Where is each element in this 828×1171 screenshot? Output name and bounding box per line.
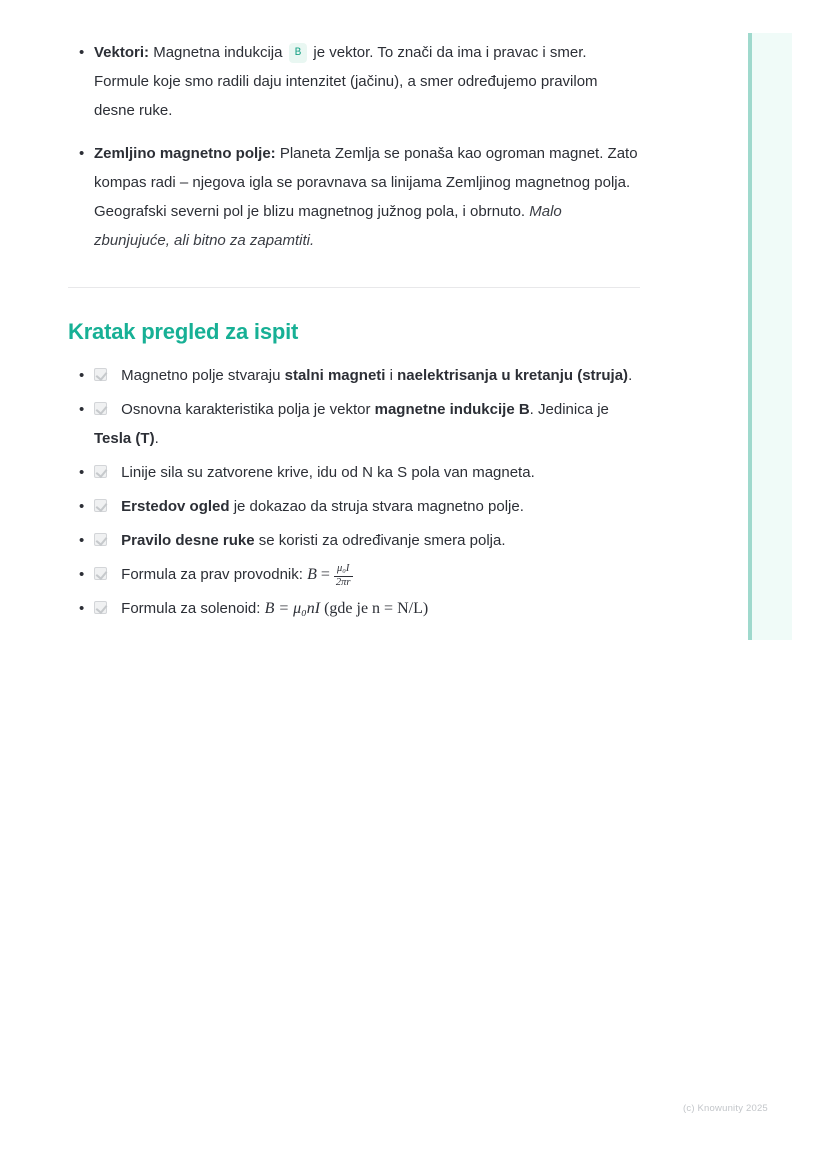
formula-numerator: μ₀I [337,563,350,575]
checklist-item-formula-straight-conductor [68,560,640,589]
task-checkbox[interactable] [94,499,107,512]
checklist-label: Formula za prav provodnik: [121,566,303,583]
list-item-vektori [68,38,640,125]
checklist-item [68,492,640,521]
formula-lhs: B [307,566,317,583]
checklist-text-segment: . [628,367,633,384]
checklist-label: Formula za solenoid: [121,600,261,618]
inline-code-badge: B [289,43,308,63]
task-checkbox[interactable] [94,533,107,546]
footer-copyright: (c) Knowunity 2025 [683,1103,768,1114]
checklist-text-segment: je dokazao da struja stvara magnetno polje. [229,498,524,515]
checklist-item [68,361,640,390]
list-item-zemljino-magnetno-polje [68,139,640,255]
bullet-lead-label: Vektori: [94,44,150,61]
bullet-text: Planeta Zemlja se ponaša kao ogroman magnet. Zato kompas radi – njegova igla se poravnava sa linijama Zemljinog magnetnog polja. Geografski severni pol je blizu magnetnog južnog pola, i obrnuto. [94,145,638,220]
task-checkbox[interactable] [94,601,107,614]
checklist-text-segment: naelektrisanja u kretanju (struja) [397,367,629,384]
checklist-text-segment: Linije sila su zatvorene krive, idu od N ka S pola van magneta. [121,464,535,481]
checklist-text-segment: . Jedinica je [529,401,609,418]
section-divider [68,287,640,288]
formula-relation: = [320,566,330,583]
bullet-italic-note: Malo zbunjujuće, ali bitno za zapamtiti. [94,203,562,249]
checklist-text-segment: stalni magneti [284,367,386,384]
checklist-text-segment: Erstedov ogled [121,498,230,515]
formula-denominator: 2πr [335,576,351,588]
checklist-item [68,395,640,453]
checklist-item [68,458,640,487]
checklist-text-segment: Osnovna karakteristika polja je vektor [121,401,375,418]
checklist-item-formula-solenoid [68,594,640,623]
task-checkbox[interactable] [94,465,107,478]
checklist-text-segment: Tesla (T) [94,430,155,447]
task-checkbox[interactable] [94,368,107,381]
checklist-text-segment: se koristi za određivanje smera polja. [254,532,506,549]
formula-fraction [334,563,353,589]
document-content [68,38,640,628]
task-checkbox[interactable] [94,402,107,415]
checklist-item [68,526,640,555]
exam-summary-checklist [68,361,640,623]
intro-bullet-list [68,38,640,255]
task-checkbox[interactable] [94,567,107,580]
bullet-text-after-code: je vektor. To znači da ima i pravac i smer. Formule koje smo radili daju intenzitet (jačinu), a smer određujemo pravilom desne ruke. [94,44,598,119]
bullet-text-before-code: Magnetna indukcija [149,44,287,61]
side-accent-panel [748,33,792,640]
checklist-text-segment: i [385,367,398,384]
checklist-text-segment: Pravilo desne ruke [121,532,255,549]
checklist-text-segment: magnetne indukcije B [374,401,530,418]
formula-solenoid [265,600,429,617]
bullet-lead-label: Zemljino magnetno polje: [94,145,276,162]
section-heading: Kratak pregled za ispit [68,319,299,344]
checklist-text-segment: Magnetno polje stvaraju [121,367,285,384]
formula-straight-conductor [307,563,352,588]
formula-note: (gde je n = N/L) [324,600,429,618]
checklist-text-segment: . [154,430,159,447]
formula-inline: B = μ₀nI [264,600,321,618]
